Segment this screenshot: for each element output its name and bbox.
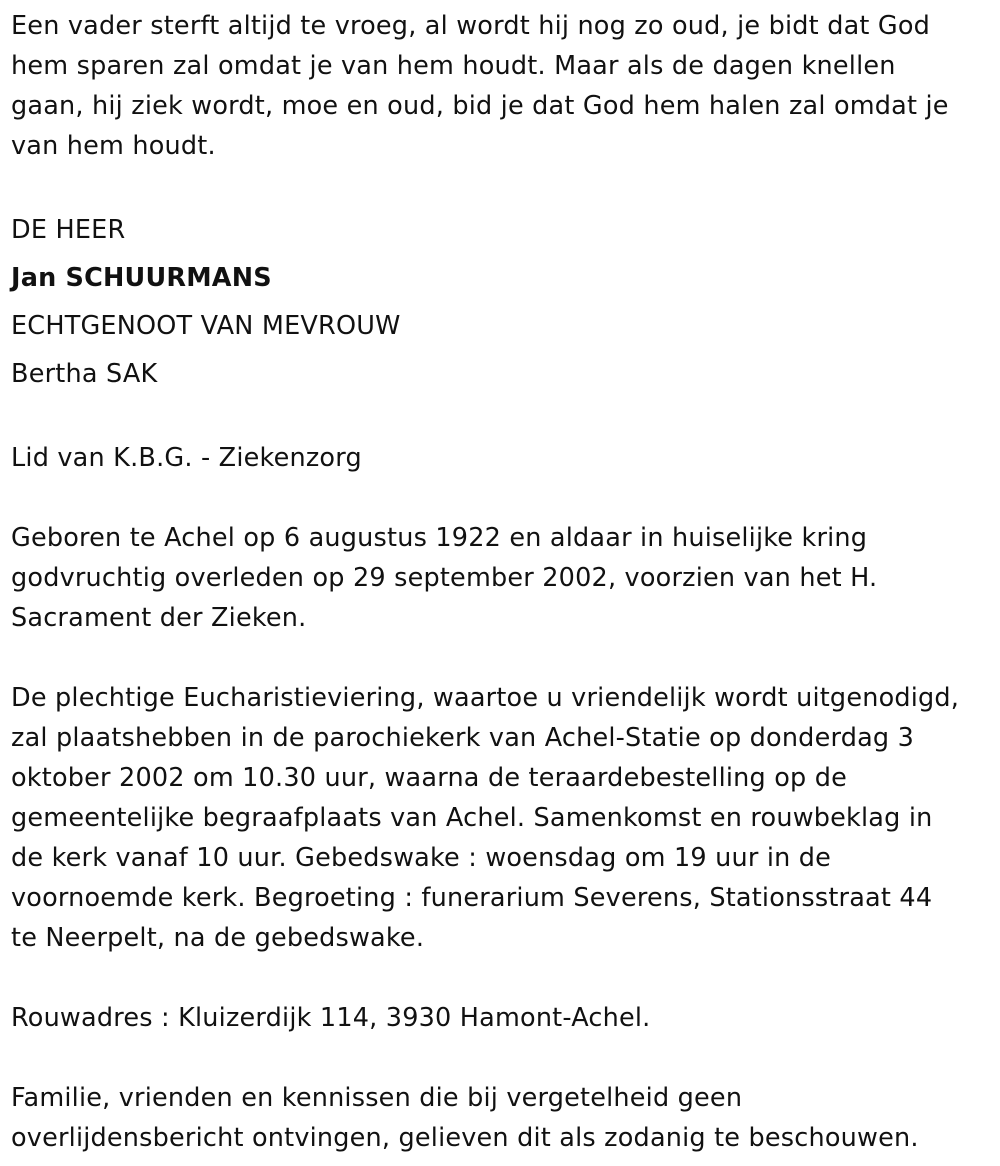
ceremony-line: gemeentelijke begraafplaats van Achel. Samenkomst en rouwbeklag in [11, 803, 933, 833]
poem-line: hem sparen zal omdat je van hem houdt. Maar als de dagen knellen [11, 51, 896, 81]
birth-death-line: godvruchtig overleden op 29 september 2002, voorzien van het H. [11, 563, 878, 593]
relation-line: ECHTGENOOT VAN MEVROUW [11, 311, 401, 341]
ceremony-line: oktober 2002 om 10.30 uur, waarna de teraardebestelling op de [11, 763, 847, 793]
closing-line: Familie, vrienden en kennissen die bij vergetelheid geen [11, 1083, 743, 1113]
ceremony-paragraph [11, 678, 991, 958]
spouse-name: Bertha SAK [11, 359, 158, 389]
deceased-name: Jan SCHUURMANS [11, 263, 272, 293]
poem-paragraph [11, 6, 991, 166]
honorific-title: DE HEER [11, 215, 126, 245]
birth-death-line: Sacrament der Zieken. [11, 603, 307, 633]
ceremony-line: zal plaatshebben in de parochiekerk van Achel-Statie op donderdag 3 [11, 723, 915, 753]
closing-line: overlijdensbericht ontvingen, gelieven dit als zodanig te beschouwen. [11, 1123, 919, 1153]
ceremony-line: De plechtige Eucharistieviering, waartoe u vriendelijk wordt uitgenodigd, [11, 683, 960, 713]
birth-death-line: Geboren te Achel op 6 augustus 1922 en aldaar in huiselijke kring [11, 523, 868, 553]
poem-line: van hem houdt. [11, 131, 216, 161]
birth-death-paragraph [11, 518, 991, 638]
ceremony-line: voornoemde kerk. Begroeting : funerarium Severens, Stationsstraat 44 [11, 883, 933, 913]
obituary-document [11, 6, 991, 1158]
membership-line: Lid van K.B.G. - Ziekenzorg [11, 443, 362, 473]
ceremony-line: de kerk vanaf 10 uur. Gebedswake : woensdag om 19 uur in de [11, 843, 832, 873]
poem-line: Een vader sterft altijd te vroeg, al wordt hij nog zo oud, je bidt dat God [11, 11, 931, 41]
address-line: Rouwadres : Kluizerdijk 114, 3930 Hamont-Achel. [11, 1003, 651, 1033]
ceremony-line: te Neerpelt, na de gebedswake. [11, 923, 425, 953]
closing-paragraph [11, 1078, 991, 1158]
poem-line: gaan, hij ziek wordt, moe en oud, bid je dat God hem halen zal omdat je [11, 91, 949, 121]
